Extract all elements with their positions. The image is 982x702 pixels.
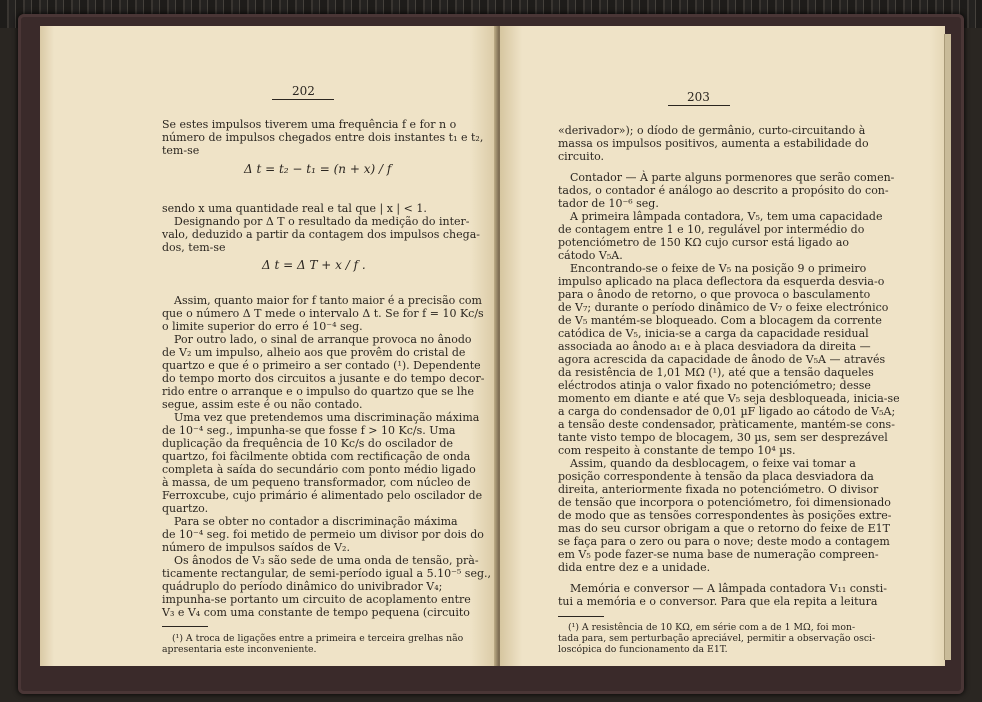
text-line: segue, assim este é ou não contado. [162, 398, 363, 411]
text-line: quartzo. [162, 502, 209, 515]
text-line: tador de 10⁻⁶ seg. [558, 197, 659, 210]
text-line: posição correspondente à tensão da placa desviadora da [558, 470, 874, 483]
text-line: do tempo morto dos circuitos a jusante e do tempo decor- [162, 372, 485, 385]
text-line: se faça para o zero ou para o nove; deste modo a contagem [558, 535, 890, 548]
text-line: que o número Δ T mede o intervalo Δ t. Se for f = 10 Kc/s [162, 307, 484, 320]
text-line: de 10⁻⁴ seg., impunha-se que fosse f > 10 Kc/s. Uma [162, 424, 456, 437]
footnote-rule [162, 626, 208, 627]
page-number-rule [668, 105, 730, 106]
text-line: Encontrando-se o feixe de V₅ na posição 9 o primeiro [570, 262, 867, 275]
page-number: 202 [292, 84, 315, 98]
text-line: número de impulsos chegados entre dois instantes t₁ e t₂, [162, 131, 484, 144]
text-line: V₃ e V₄ com uma constante de tempo pequena (circuito [162, 606, 470, 619]
text-line: Assim, quanto maior for f tanto maior é a precisão com [174, 294, 482, 307]
text-line: eléctrodos atinja o valor fixado no potenciómetro; desse [558, 379, 871, 392]
footnote-line: loscópica do funcionamento da E1T. [558, 644, 728, 655]
text-line: Por outro lado, o sinal de arranque provoca no ânodo [174, 333, 472, 346]
text-line: a carga do condensador de 0,01 µF ligado ao cátodo de V₅A; [558, 405, 896, 418]
text-line: impunha-se portanto um circuito de acoplamento entre [162, 593, 471, 606]
footnote-line: (¹) A troca de ligações entre a primeira e terceira grelhas não [172, 633, 464, 644]
text-line: Os ânodos de V₃ são sede de uma onda de tensão, prà- [174, 554, 479, 567]
text-line: valo, deduzido a partir da contagem dos impulsos chega- [162, 228, 480, 241]
text-line: rido entre o arranque e o impulso do quartzo que se lhe [162, 385, 475, 398]
text-line: de V₂ um impulso, alheio aos que provêm do cristal de [162, 346, 466, 359]
text-line: de V₅ mantém-se bloqueado. Com a blocagem da corrente [558, 314, 882, 327]
text-line: dos, tem-se [162, 241, 226, 254]
text-line: quádruplo do período dinâmico do univibrador V₄; [162, 580, 443, 593]
text-line: catódica de V₅, inicia-se a carga da capacidade residual [558, 327, 869, 340]
text-line: Designando por Δ T o resultado da medição do inter- [174, 215, 470, 228]
left-page [40, 26, 498, 666]
text-line: A primeira lâmpada contadora, V₅, tem uma capacidade [570, 210, 883, 223]
text-line: duplicação da frequência de 10 Kc/s do oscilador de [162, 437, 454, 450]
text-line: Se estes impulsos tiverem uma frequência f e for n o [162, 118, 457, 131]
text-line: de tensão que incorpora o potenciómetro, foi dimensionado [558, 496, 891, 509]
text-line: impulso aplicado na placa deflectora da esquerda desvia-o [558, 275, 885, 288]
text-line: Para se obter no contador a discriminação máxima [174, 515, 458, 528]
equation: Δ t = t₂ − t₁ = (n + x) / f [244, 162, 392, 176]
text-line: ticamente rectangular, de semi-período igual a 5.10⁻⁵ seg., [162, 567, 491, 580]
text-line: completa à saída do secundário com ponto médio ligado [162, 463, 476, 476]
text-line: direita, anteriormente fixada no potenciómetro. O divisor [558, 483, 879, 496]
page-number-rule [272, 99, 334, 100]
text-line: tem-se [162, 144, 200, 157]
right-page [500, 26, 945, 666]
text-line: «derivador»); o díodo de germânio, curto-circuitando à [558, 124, 866, 137]
text-line: de contagem entre 1 e 10, regulável por intermédio do [558, 223, 865, 236]
text-line: em V₅ pode fazer-se numa base de numeração compreen- [558, 548, 879, 561]
text-line: de V₇; durante o período dinâmico de V₇ o feixe electrónico [558, 301, 889, 314]
text-line: de 10⁻⁴ seg. foi metido de permeio um divisor por dois do [162, 528, 484, 541]
footnote-line: (¹) A resistência de 10 KΩ, em série com a de 1 MΩ, foi mon- [568, 622, 856, 633]
page-stack-edge [944, 34, 951, 660]
section-heading-contador: Contador — À parte alguns pormenores que serão comen- [570, 171, 895, 184]
text-line: quartzo, foi fàcilmente obtida com rectificação de onda [162, 450, 471, 463]
text-line: sendo x uma quantidade real e tal que | x | < 1. [162, 202, 427, 215]
text-line: tui a memória e o conversor. Para que ela repita a leitura [558, 595, 878, 608]
text-line: para o ânodo de retorno, o que provoca o basculamento [558, 288, 871, 301]
text-line: quartzo e que é o primeiro a ser contado (¹). Dependente [162, 359, 481, 372]
text-line: de modo que as tensões correspondentes às posições extre- [558, 509, 892, 522]
text-line: cátodo V₅A. [558, 249, 623, 262]
section-heading-memoria: Memória e conversor — A lâmpada contadora V₁₁ consti- [570, 582, 887, 595]
text-line: Assim, quando da desblocagem, o feixe vai tomar a [570, 457, 856, 470]
page-number: 203 [687, 90, 710, 104]
text-line: dida entre dez e a unidade. [558, 561, 711, 574]
text-line: Uma vez que pretendemos uma discriminação máxima [174, 411, 480, 424]
text-line: o limite superior do erro é 10⁻⁴ seg. [162, 320, 363, 333]
text-line: tados, o contador é análogo ao descrito a propósito do con- [558, 184, 889, 197]
text-line: associada ao ânodo a₁ e à placa desviadora da direita — [558, 340, 871, 353]
text-line: mas do seu cursor obrigam a que o retorno do feixe de E1T [558, 522, 890, 535]
text-line: da resistência de 1,01 MΩ (¹), até que a tensão daqueles [558, 366, 874, 379]
equation: Δ t = Δ T + x / f . [262, 258, 366, 272]
text-line: à massa, de um pequeno transformador, com núcleo de [162, 476, 471, 489]
text-line: massa os impulsos positivos, aumenta a estabilidade do [558, 137, 869, 150]
footnote-rule [558, 616, 604, 617]
text-line: com respeito à constante de tempo 10⁴ µs. [558, 444, 796, 457]
text-line: Ferroxcube, cujo primário é alimentado pelo oscilador de [162, 489, 483, 502]
text-line: a tensão deste condensador, pràticamente, mantém-se cons- [558, 418, 895, 431]
text-line: tante visto tempo de blocagem, 30 µs, sem ser desprezável [558, 431, 888, 444]
text-line: agora acrescida da capacidade de ânodo de V₅A — através [558, 353, 886, 366]
footnote-line: tada para, sem perturbação apreciável, permitir a observação osci- [558, 633, 876, 644]
text-line: circuito. [558, 150, 605, 163]
text-line: número de impulsos saídos de V₂. [162, 541, 350, 554]
text-line: momento em diante e até que V₅ seja desbloqueada, inicia-se [558, 392, 900, 405]
footnote-line: apresentaria este inconveniente. [162, 644, 317, 655]
text-line: potenciómetro de 150 KΩ cujo cursor está ligado ao [558, 236, 850, 249]
